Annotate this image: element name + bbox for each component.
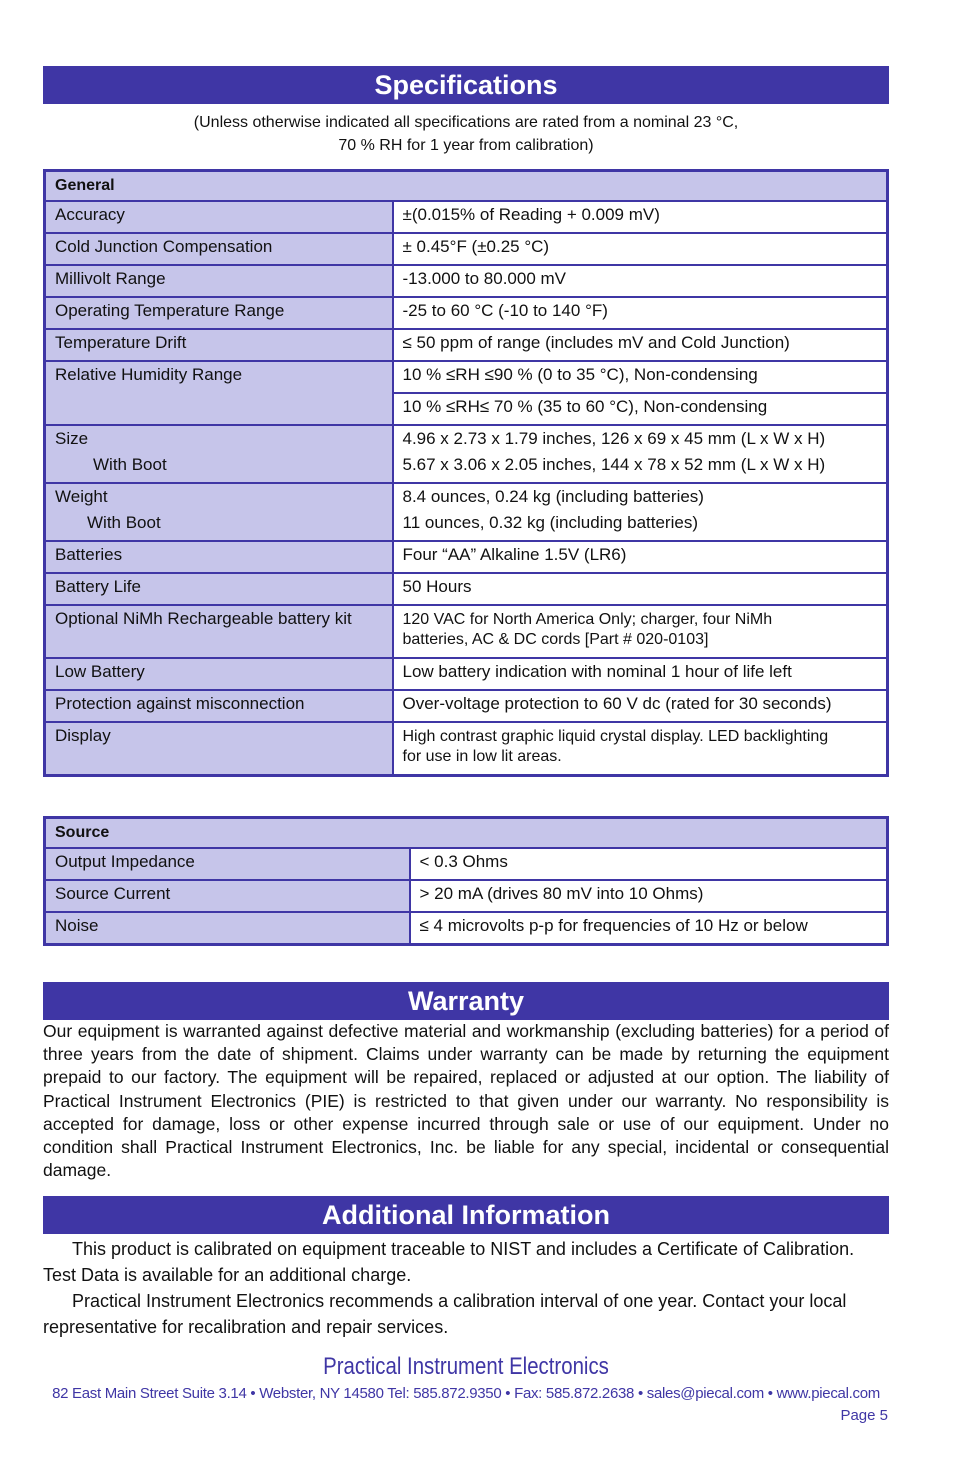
row-value: 8.4 ounces, 0.24 kg (including batteries)	[402, 487, 704, 506]
row-value: -13.000 to 80.000 mV	[402, 269, 567, 288]
additional-info-paragraph-1: This product is calibrated on equipment traceable to NIST and includes a Certificate of Calibration. Test Data is available for an additional charge.	[43, 1239, 855, 1285]
row-sublabel: With Boot	[87, 513, 161, 532]
row-value: -25 to 60 °C (-10 to 140 °F)	[402, 301, 608, 320]
row-label: Accuracy	[55, 205, 125, 224]
table-row	[45, 483, 888, 541]
row-value: ± 0.45°F (±0.25 °C)	[402, 237, 550, 256]
table-row	[45, 233, 888, 265]
row-label: Low Battery	[55, 662, 145, 681]
row-label: Cold Junction Compensation	[55, 237, 273, 256]
row-value: ±(0.015% of Reading + 0.009 mV)	[402, 205, 660, 224]
specifications-note	[43, 111, 889, 157]
source-spec-table	[43, 816, 889, 946]
source-header: Source	[45, 818, 888, 849]
row-value: 4.96 x 2.73 x 1.79 inches, 126 x 69 x 45 mm (L x W x H)	[402, 429, 826, 448]
row-label: Size	[55, 429, 89, 448]
table-row	[45, 297, 888, 329]
general-spec-table	[43, 169, 889, 777]
row-value-2: 11 ounces, 0.32 kg (including batteries)	[402, 513, 698, 532]
row-value-2: batteries, AC & DC cords [Part # 020-0103]	[402, 631, 709, 648]
row-label: Source Current	[55, 884, 171, 903]
page-number: Page 5	[840, 1407, 888, 1424]
row-label: Temperature Drift	[55, 333, 187, 352]
row-label: Noise	[55, 916, 99, 935]
table-row	[45, 201, 888, 233]
row-label: Optional NiMh Rechargeable battery kit	[55, 609, 352, 628]
row-value: Over-voltage protection to 60 V dc (rated for 30 seconds)	[402, 694, 832, 713]
table-row	[45, 848, 888, 880]
general-header-row	[45, 171, 888, 202]
row-label: Relative Humidity Range	[55, 365, 243, 384]
table-row	[45, 541, 888, 573]
row-label: Output Impedance	[55, 852, 195, 871]
general-header: General	[45, 171, 888, 202]
table-row	[45, 605, 888, 658]
additional-info-paragraph-2: Practical Instrument Electronics recommends a calibration interval of one year. Contact your local representative for recalibration and repair services.	[43, 1291, 847, 1337]
note-line-2: 70 % RH for 1 year from calibration)	[338, 137, 594, 154]
row-value-2: for use in low lit areas.	[402, 748, 562, 765]
table-row	[45, 880, 888, 912]
row-value: ≤ 4 microvolts p-p for frequencies of 10 Hz or below	[419, 916, 808, 935]
table-row	[45, 912, 888, 944]
footer-address: 82 East Main Street Suite 3.14 • Webster, NY 14580 Tel: 585.872.9350 • Fax: 585.872.2638 • sales@piecal.com • www.piecal.com	[52, 1385, 880, 1402]
row-value-2: 5.67 x 3.06 x 2.05 inches, 144 x 78 x 52 mm (L x W x H)	[402, 455, 826, 474]
row-label: Battery Life	[55, 577, 141, 596]
row-value: Four “AA” Alkaline 1.5V (LR6)	[402, 545, 627, 564]
table-row	[45, 573, 888, 605]
row-label: Display	[55, 726, 111, 745]
warranty-text: Our equipment is warranted against defective material and workmanship (excluding batteries) for a period of three years from the date of shipment. Claims under warranty can be made by returning the equipment prepaid to our factory. The equipment will be repaired, replaced or adjusted at our option. The liability of Practical Instrument Electronics (PIE) is restricted to that given under our warranty. No responsibility is accepted for damage, loss or other expense incurred through sale or use of our equipment. Under no condition shall Practical Instrument Electronics, Inc. be liable for any special, incidental or consequential damage.	[43, 1021, 889, 1181]
table-row	[45, 265, 888, 297]
row-value: < 0.3 Ohms	[419, 852, 508, 871]
specifications-title: Specifications	[43, 66, 889, 104]
additional-info-body	[43, 1236, 889, 1340]
row-label: Operating Temperature Range	[55, 301, 285, 320]
row-sublabel: With Boot	[93, 455, 167, 474]
source-header-row	[45, 818, 888, 849]
table-row	[45, 361, 888, 393]
note-line-1: (Unless otherwise indicated all specifications are rated from a nominal 23 °C,	[193, 114, 739, 131]
row-value: ≤ 50 ppm of range (includes mV and Cold Junction)	[402, 333, 790, 352]
table-row	[45, 425, 888, 483]
row-value: 10 % ≤RH ≤90 % (0 to 35 °C), Non-condensing	[402, 365, 758, 384]
additional-info-title: Additional Information	[43, 1196, 889, 1234]
row-label: Millivolt Range	[55, 269, 166, 288]
row-value: High contrast graphic liquid crystal display. LED backlighting	[402, 728, 829, 745]
table-row	[45, 329, 888, 361]
table-row	[45, 690, 888, 722]
row-value: Low battery indication with nominal 1 hour of life left	[402, 662, 792, 681]
row-value: 50 Hours	[402, 577, 472, 596]
row-label: Weight	[55, 487, 108, 506]
table-row	[45, 722, 888, 775]
row-label: Protection against misconnection	[55, 694, 305, 713]
row-label: Batteries	[55, 545, 123, 564]
row-value: 120 VAC for North America Only; charger, four NiMh	[402, 611, 773, 628]
row-value-2: 10 % ≤RH≤ 70 % (35 to 60 °C), Non-condensing	[402, 397, 768, 416]
warranty-title: Warranty	[43, 982, 889, 1020]
row-value: > 20 mA (drives 80 mV into 10 Ohms)	[419, 884, 704, 903]
footer-company-name: Practical Instrument Electronics	[323, 1353, 609, 1380]
table-row	[45, 658, 888, 690]
